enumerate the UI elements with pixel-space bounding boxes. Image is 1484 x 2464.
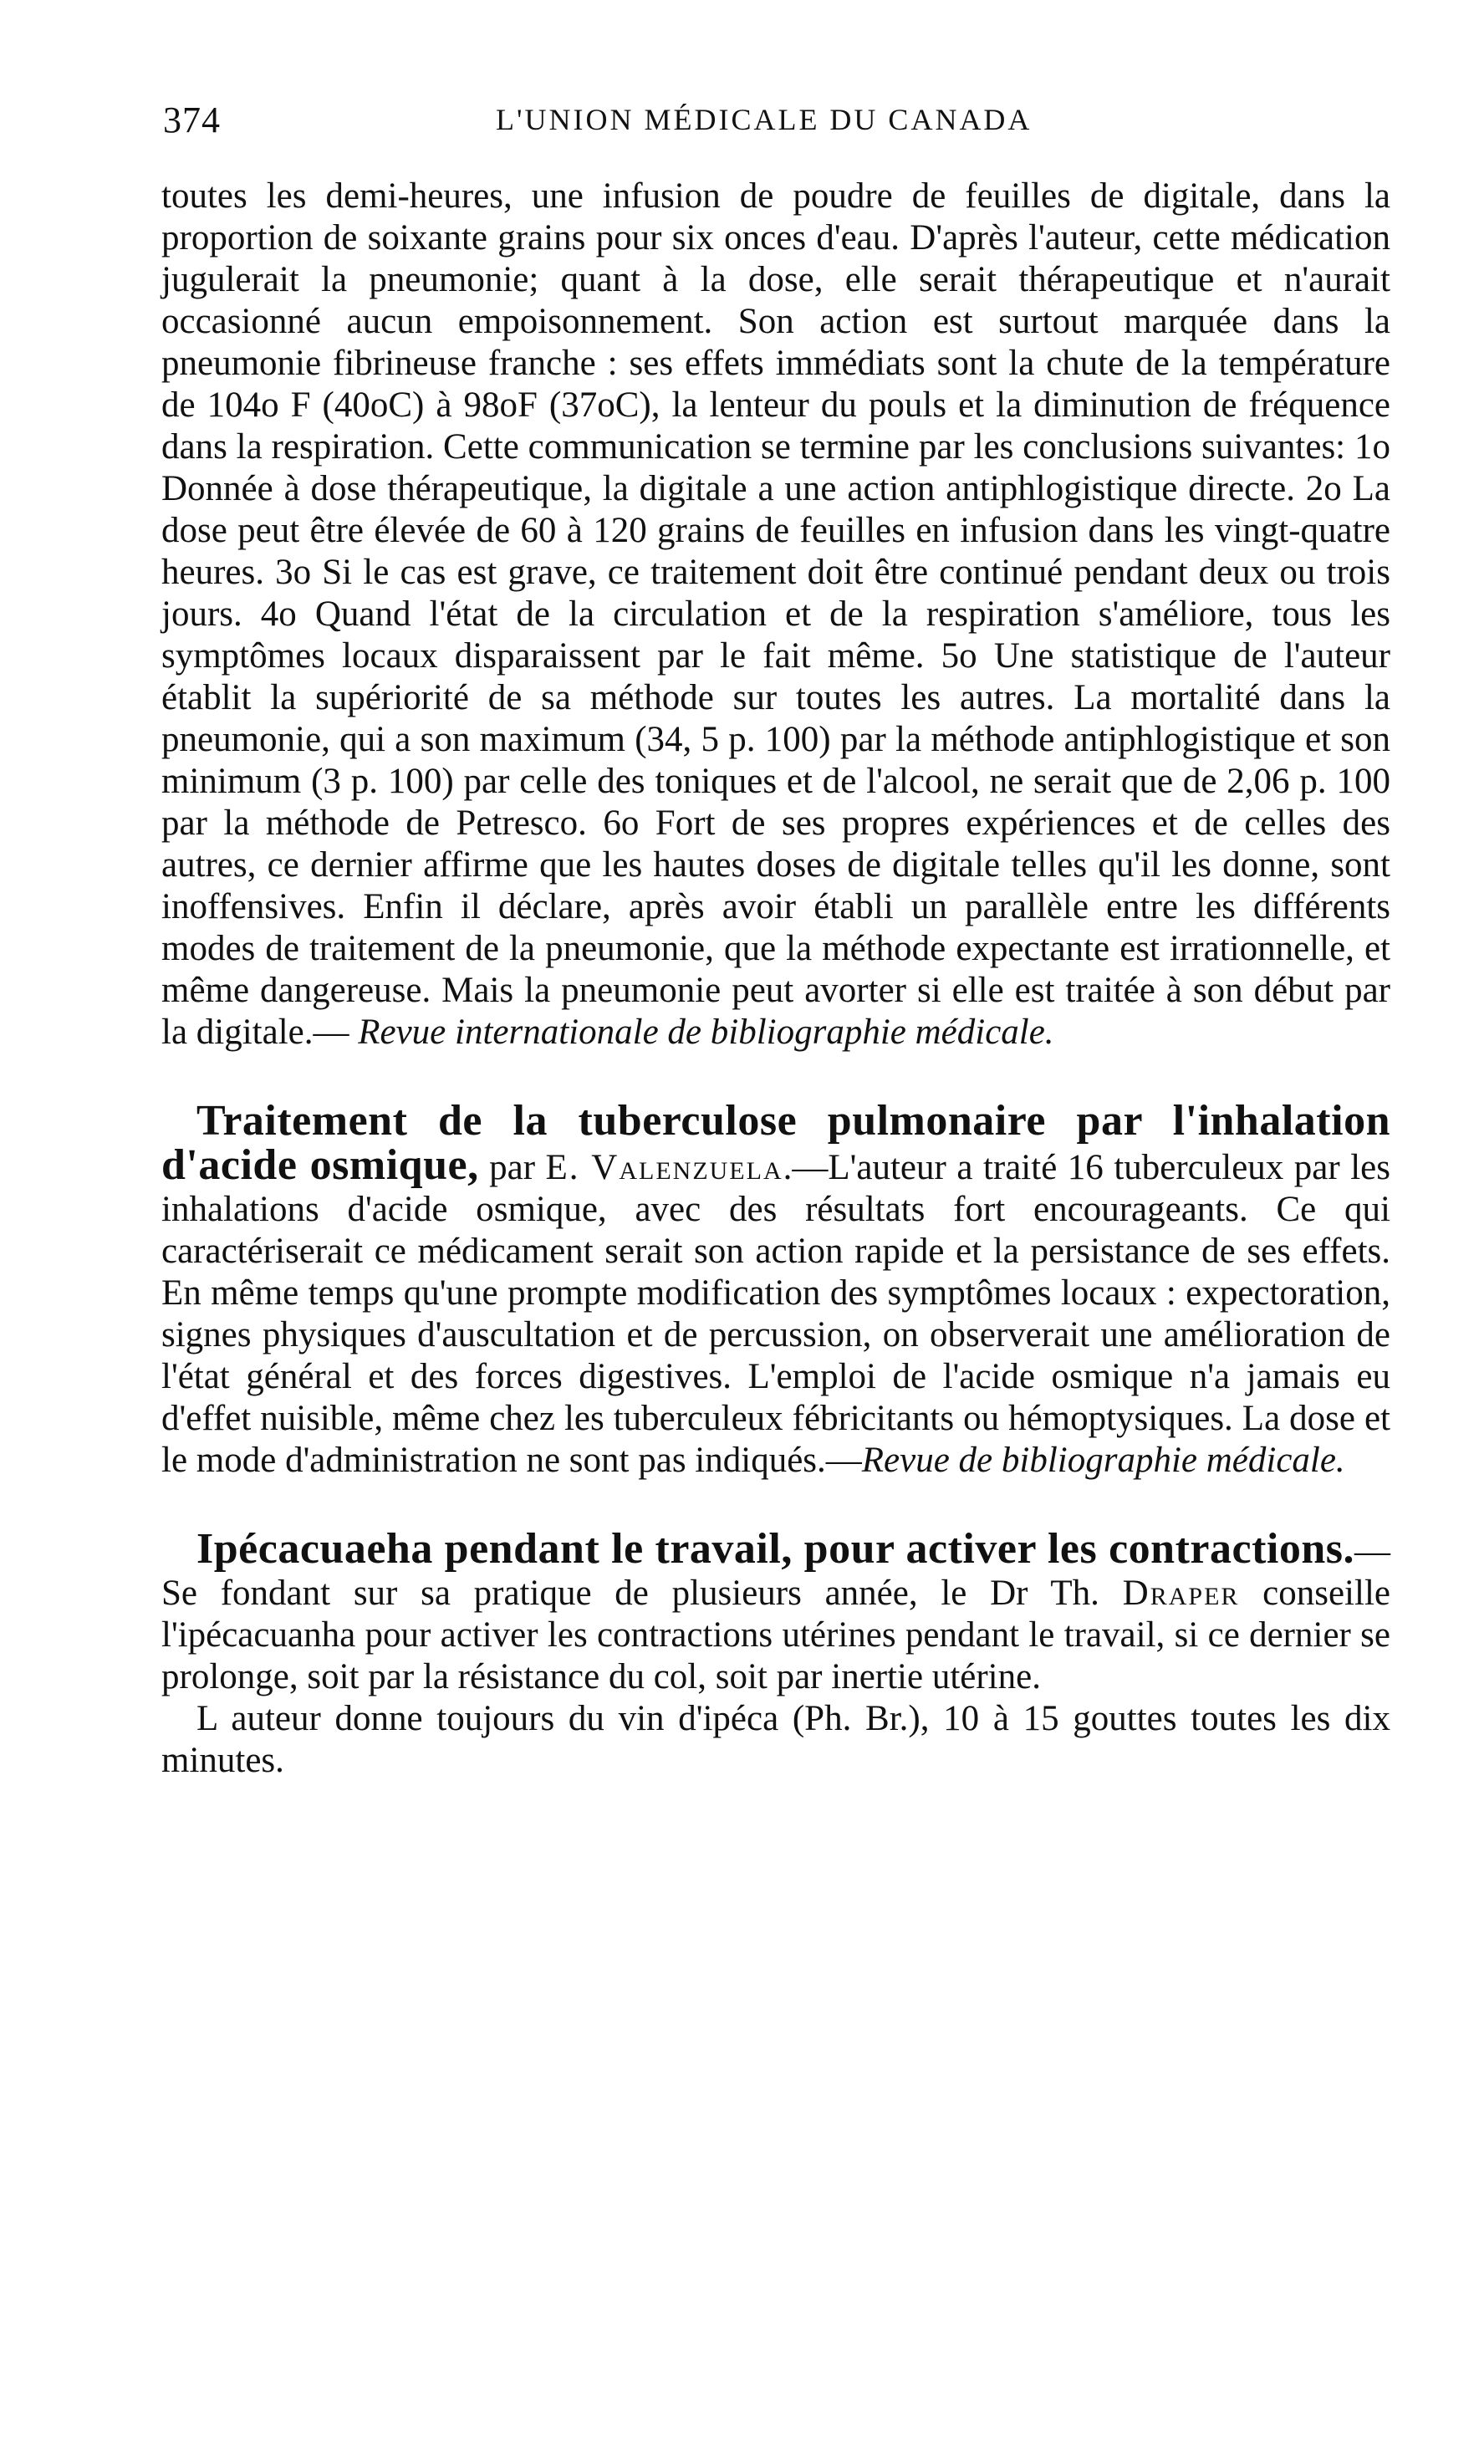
body-text: conseille l'ipécacuanha pour activer les contractions utérines pendant le travail, si ce dernier se prolonge, soit par la résistance du col, soit par inertie utérine. — [161, 1574, 1390, 1696]
article-body — [161, 176, 1390, 1053]
author-name: E. Valenzuela — [545, 1148, 783, 1187]
article-digitale-continuation — [161, 176, 1390, 1053]
article-paragraph — [161, 1097, 1390, 1482]
article-title: Traitement de la tuberculose pulmonaire par l'inhalation d'acide osmique, — [161, 1097, 1390, 1189]
body-text: toutes les demi-heures, une infusion de poudre de feuilles de digitale, dans la proportion de soixante grains pour six onces d'eau. D'après l'auteur, cette médication jugulerait la pneumonie; quant à la dose, elle serait thérapeutique et n'aurait occasionné aucun empoisonnement. Son action est surtout marquée dans la pneumonie fibrineuse franche : ses effets immédiats sont la chute de la température de 104o F (40oC) à 98oF (37oC), la lenteur du pouls et la diminution de fréquence dans la respiration. Cette communication se termine par les conclusions suivantes: 1o Donnée à dose thérapeutique, la digitale a une action antiphlogistique directe. 2o La dose peut être élevée de 60 à 120 grains de feuilles en infusion dans les vingt-quatre heures. 3o Si le cas est grave, ce traitement doit être continué pendant deux ou trois jours. 4o Quand l'état de la circulation et de la respiration s'améliore, tous les symptômes locaux disparaissent par le fait même. 5o Une statistique de l'auteur établit la supériorité de sa méthode sur toutes les autres. La mortalité dans la pneumonie, qui a son maximum (34, 5 p. 100) par la méthode antiphlogistique et son minimum (3 p. 100) par celle des toniques et de l'alcool, ne serait que de 2,06 p. 100 par la méthode de Petresco. 6o Fort de ses propres expériences et de celles des autres, ce dernier affirme que les hautes doses de digitale telles qu'il les donne, sont inoffensives. Enfin il déclare, après avoir établi un parallèle entre les différents modes de traitement de la pneumonie, que la méthode expectante est irrationnelle, et même dangereuse. Mais la pneumonie peut avorter si elle est traitée à son début par la digitale.— — [161, 176, 1390, 1052]
citation: Revue internationale de bibliographie médicale. — [358, 1013, 1054, 1052]
article-ipecacuanha — [161, 1525, 1390, 1782]
running-head: L'UNION MÉDICALE DU CANADA — [496, 103, 1033, 136]
article-paragraph — [161, 1525, 1390, 1698]
page-header — [163, 99, 1400, 149]
body-text: .—L'auteur a traité 16 tuberculeux par les inhalations d'acide osmique, avec des résultats fort encourageants. Ce qui caractériserait ce médicament serait son action rapide et la persistance de ses effets. En même temps qu'une prompte modification des symptômes locaux : expectoration, signes physiques d'auscultation et de percussion, on observerait une amélioration de l'état général et des forces digestives. L'emploi de l'acide osmique n'a jamais eu d'effet nuisible, même chez les tuberculeux fébricitants ou hémoptysiques. La dose et le mode d'administration ne sont pas indiqués.— — [161, 1148, 1390, 1480]
page-content — [161, 176, 1390, 1782]
byline-prefix: par — [478, 1148, 546, 1187]
author-name: Draper — [1122, 1574, 1240, 1613]
body-text: —Se fondant sur sa pratique de plusieurs année, le Dr Th. — [161, 1532, 1390, 1613]
page-number: 374 — [163, 99, 221, 140]
article-paragraph-2: L auteur donne toujours du vin d'ipéca (Ph. Br.), 10 à 15 gouttes toutes les dix minutes. — [161, 1699, 1390, 1780]
citation: Revue de bibliographie médicale. — [861, 1441, 1345, 1480]
article-title: Ipécacuaeha pendant le travail, pour activer les contractions. — [196, 1525, 1354, 1573]
article-tuberculose — [161, 1097, 1390, 1482]
